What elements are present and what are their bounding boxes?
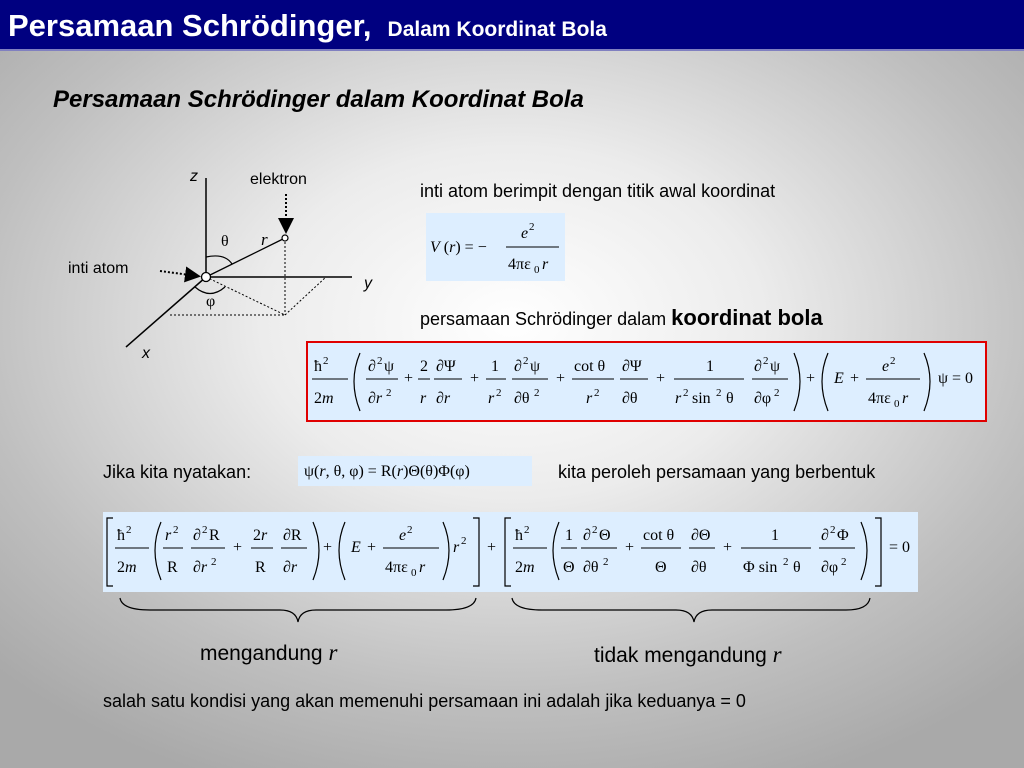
under-braces <box>110 596 890 626</box>
svg-text:∂: ∂ <box>821 527 829 544</box>
svg-text:∂φ: ∂φ <box>754 390 772 407</box>
svg-text:2: 2 <box>126 524 132 536</box>
svg-text:4πε: 4πε <box>868 390 891 407</box>
svg-text:0: 0 <box>894 398 900 410</box>
svg-text:ħ: ħ <box>117 527 125 544</box>
svg-text:0: 0 <box>411 567 417 579</box>
svg-text:ψ(r, θ, φ) = R(r)Θ(θ)Φ(φ): ψ(r, θ, φ) = R(r)Θ(θ)Φ(φ) <box>304 463 470 480</box>
svg-text:+: + <box>323 539 333 556</box>
svg-text:R: R <box>255 559 266 576</box>
svg-text:2: 2 <box>890 355 896 367</box>
svg-text:cot θ: cot θ <box>574 358 606 375</box>
svg-text:2: 2 <box>202 524 208 536</box>
svg-text:r: r <box>165 527 172 544</box>
svg-text:2: 2 <box>524 524 530 536</box>
svg-text:∂θ: ∂θ <box>691 559 707 576</box>
svg-text:R: R <box>167 559 178 576</box>
slide-subtitle: Dalam Koordinat Bola <box>387 18 607 41</box>
phi-label: φ <box>206 293 216 310</box>
svg-text:θ: θ <box>793 559 801 576</box>
svg-text:2: 2 <box>841 556 847 568</box>
svg-text:∂φ: ∂φ <box>821 559 839 576</box>
svg-text:ħ: ħ <box>515 527 523 544</box>
svg-text:2: 2 <box>211 556 217 568</box>
svg-text:+: + <box>233 539 243 556</box>
svg-text:Θ: Θ <box>655 559 667 576</box>
svg-text:R: R <box>209 527 220 544</box>
projection-line <box>206 277 285 315</box>
svg-text:2: 2 <box>323 355 329 367</box>
svg-text:= 0: = 0 <box>889 539 911 556</box>
equation-intro-emphasis: koordinat bola <box>671 305 823 330</box>
svg-text:∂θ: ∂θ <box>583 559 599 576</box>
svg-text:e: e <box>882 358 890 375</box>
svg-text:2: 2 <box>774 387 780 399</box>
svg-text:+: + <box>470 370 480 387</box>
svg-text:ψ: ψ <box>530 358 541 375</box>
electron-dot <box>282 235 288 241</box>
svg-text:2: 2 <box>783 556 789 568</box>
svg-text:+: + <box>556 370 566 387</box>
svg-text:2: 2 <box>592 524 598 536</box>
svg-text:r: r <box>453 539 460 556</box>
svg-text:∂r: ∂r <box>193 559 208 576</box>
svg-text:0: 0 <box>534 264 540 276</box>
theta-label: θ <box>221 233 229 250</box>
svg-text:2: 2 <box>173 524 179 536</box>
svg-text:∂Θ: ∂Θ <box>691 527 711 544</box>
svg-text:+: + <box>625 539 635 556</box>
svg-text:Θ: Θ <box>563 559 575 576</box>
schrodinger-spherical-equation <box>306 341 987 422</box>
axis-x-label: x <box>142 345 150 362</box>
svg-text:+: + <box>850 370 860 387</box>
svg-text:2: 2 <box>496 387 502 399</box>
svg-text:2: 2 <box>716 387 722 399</box>
equation-intro-text: persamaan Schrödinger dalam <box>420 309 667 329</box>
svg-text:∂Ψ: ∂Ψ <box>622 358 642 375</box>
brace-left-caption <box>200 640 337 666</box>
svg-text:2: 2 <box>534 387 540 399</box>
radius-label: r <box>261 230 268 249</box>
svg-text:∂r: ∂r <box>436 390 451 407</box>
projection-line <box>285 277 326 315</box>
svg-text:2: 2 <box>529 221 535 233</box>
svg-text:4πε: 4πε <box>385 559 408 576</box>
left-brace <box>120 598 476 622</box>
nucleus-pointer <box>160 271 197 276</box>
svg-text:r: r <box>488 390 495 407</box>
radius-vector <box>206 238 285 277</box>
slide-title: Persamaan Schrödinger, <box>8 8 372 43</box>
brace-right-label: tidak mengandung <box>594 644 767 667</box>
svg-text:4πε: 4πε <box>508 256 531 273</box>
svg-text:2: 2 <box>763 355 769 367</box>
svg-text:+: + <box>367 539 377 556</box>
svg-text:Φ: Φ <box>837 527 849 544</box>
svg-text:2: 2 <box>377 355 383 367</box>
svg-text:1: 1 <box>706 358 714 375</box>
svg-text:∂: ∂ <box>583 527 591 544</box>
svg-text:∂: ∂ <box>754 358 762 375</box>
svg-text:Θ: Θ <box>599 527 611 544</box>
svg-text:+: + <box>723 539 733 556</box>
brace-left-label: mengandung <box>200 642 323 665</box>
svg-text:cot θ: cot θ <box>643 527 675 544</box>
svg-text:ħ: ħ <box>314 358 322 375</box>
right-brace <box>512 598 870 622</box>
svg-text:∂Ψ: ∂Ψ <box>436 358 456 375</box>
svg-text:2: 2 <box>407 524 413 536</box>
theta-arc <box>206 256 232 264</box>
svg-text:r: r <box>419 559 426 576</box>
svg-text:θ: θ <box>726 390 734 407</box>
svg-text:e: e <box>521 225 529 242</box>
separation-result: kita peroleh persamaan yang berbentuk <box>558 462 876 482</box>
brace-right-caption <box>594 642 782 668</box>
svg-text:2: 2 <box>461 535 467 547</box>
svg-text:V (r) = −: V (r) = − <box>430 239 487 256</box>
svg-text:+: + <box>806 370 816 387</box>
svg-text:∂θ: ∂θ <box>622 390 638 407</box>
svg-text:∂: ∂ <box>193 527 201 544</box>
origin-note: inti atom berimpit dengan titik awal koordinat <box>420 181 776 201</box>
axis-y-label: y <box>364 275 372 292</box>
svg-text:e: e <box>399 527 407 544</box>
nucleus-label: inti atom <box>68 260 129 277</box>
svg-text:1: 1 <box>491 358 499 375</box>
equation-intro <box>420 305 823 331</box>
section-heading: Persamaan Schrödinger dalam Koordinat Bola <box>53 86 584 113</box>
svg-text:2: 2 <box>603 556 609 568</box>
svg-text:r: r <box>420 390 427 407</box>
svg-text:2: 2 <box>683 387 689 399</box>
separation-equation <box>298 456 532 486</box>
svg-text:2: 2 <box>386 387 392 399</box>
svg-text:2r: 2r <box>253 527 268 544</box>
svg-text:+: + <box>487 539 497 556</box>
svg-text:r: r <box>902 390 909 407</box>
separated-equation <box>103 512 918 592</box>
svg-text:ψ: ψ <box>384 358 395 375</box>
svg-text:2m: 2m <box>117 559 137 576</box>
brace-right-variable: r <box>772 642 782 667</box>
svg-text:2: 2 <box>594 387 600 399</box>
svg-text:+: + <box>404 370 414 387</box>
axis-z-label: z <box>190 168 198 185</box>
svg-text:ψ = 0: ψ = 0 <box>938 370 974 387</box>
title-bar <box>0 0 1024 51</box>
svg-text:1: 1 <box>565 527 573 544</box>
conclusion-text: salah satu kondisi yang akan memenuhi persamaan ini adalah jika keduanya = 0 <box>103 691 746 711</box>
svg-text:E: E <box>834 370 844 387</box>
svg-text:∂R: ∂R <box>283 527 302 544</box>
svg-text:Φ sin: Φ sin <box>743 559 778 576</box>
separation-intro: Jika kita nyatakan: <box>103 462 252 482</box>
svg-text:2: 2 <box>420 358 428 375</box>
svg-text:r: r <box>542 256 549 273</box>
svg-text:1: 1 <box>771 527 779 544</box>
x-axis <box>126 277 206 347</box>
svg-text:∂r: ∂r <box>368 390 383 407</box>
svg-text:∂: ∂ <box>514 358 522 375</box>
svg-text:∂r: ∂r <box>283 559 298 576</box>
svg-text:2m: 2m <box>314 390 334 407</box>
spherical-coordinate-diagram <box>60 160 380 370</box>
potential-equation <box>426 213 565 281</box>
svg-text:+: + <box>656 370 666 387</box>
svg-text:2m: 2m <box>515 559 535 576</box>
svg-text:r: r <box>586 390 593 407</box>
svg-text:E: E <box>351 539 361 556</box>
svg-text:∂θ: ∂θ <box>514 390 530 407</box>
svg-text:sin: sin <box>692 390 711 407</box>
electron-label: elektron <box>250 171 307 188</box>
svg-text:ψ: ψ <box>770 358 781 375</box>
svg-text:2: 2 <box>830 524 836 536</box>
svg-text:r: r <box>675 390 682 407</box>
brace-left-variable: r <box>328 640 338 665</box>
svg-text:2: 2 <box>523 355 529 367</box>
nucleus-dot <box>202 273 211 282</box>
svg-text:∂: ∂ <box>368 358 376 375</box>
